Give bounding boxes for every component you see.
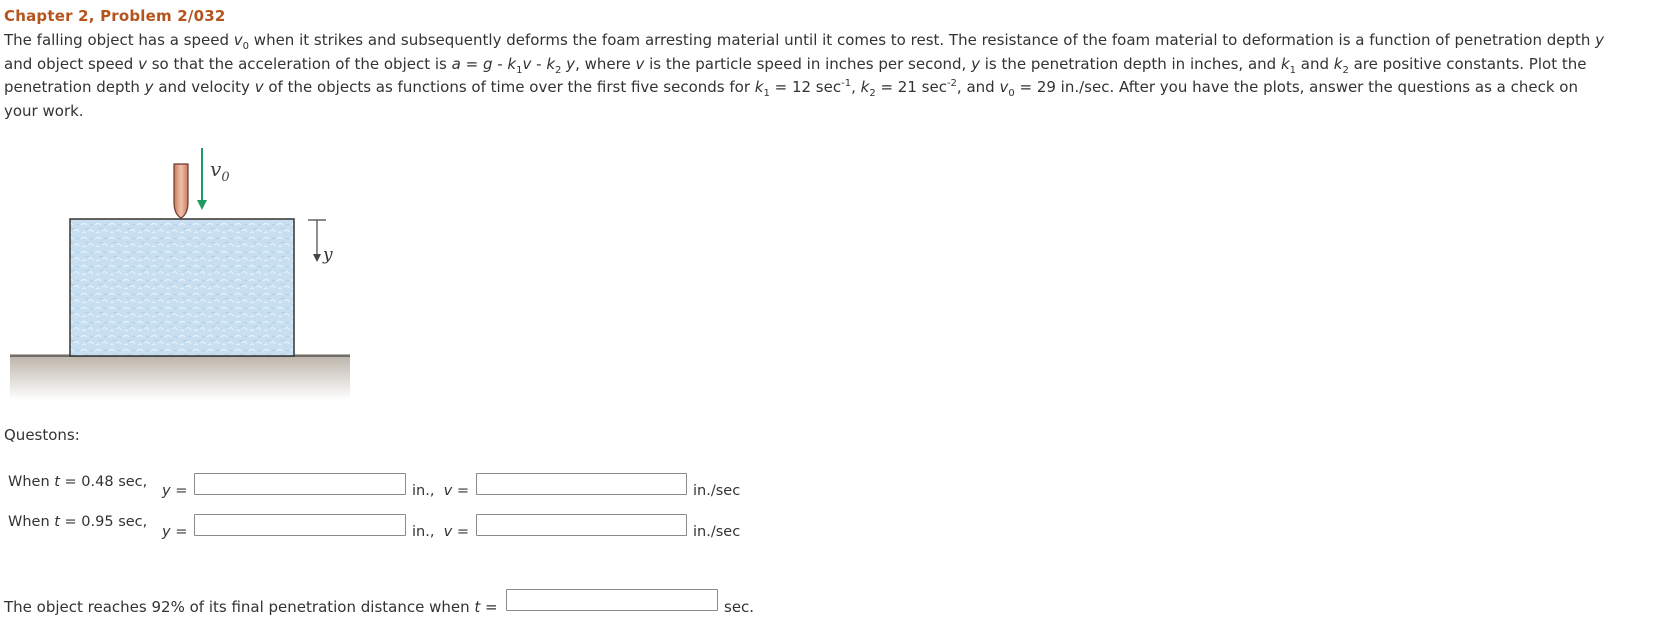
q1-v-unit: in./sec xyxy=(693,483,741,499)
q3-label: The object reaches 92% of its final penetration distance when t = xyxy=(4,598,498,616)
q3-t-input[interactable] xyxy=(506,589,718,611)
q1-y-unit: in., v = xyxy=(412,483,470,499)
q1-time-label: When t = 0.48 sec, xyxy=(8,474,148,490)
q2-v-unit: in./sec xyxy=(693,524,741,540)
v0-arrow-head xyxy=(197,200,207,210)
problem-title: Chapter 2, Problem 2/032 xyxy=(4,7,226,25)
problem-statement: The falling object has a speed $v_0$ when it strikes and subsequently deforms the foam arresting material until it comes to rest. The resistance of the foam material to deformation is a function of penetration depth y and object speed v so that the acceleration of the object is $a = g - k_1v - k_2$ y, where v is the particle speed in inches per second, y is the penetration depth in inches, and $k_1$ and $k_2$ are positive constants. Plot the penetration depth y and velocity v of the objects as functions of time over the first five seconds for $k_1 = 12$ $\sec^{-1}$, $k_2 = 21$ $\sec^{-2}$, and $v_0 = 29$ in./sec. After you have the plots, answer the questions as a check on your work. xyxy=(4,31,1605,120)
q1-y-label: y = xyxy=(162,483,188,499)
q1-v-input[interactable] xyxy=(476,473,687,495)
foam-arrest-figure xyxy=(10,138,350,400)
y-label: y xyxy=(323,245,333,265)
q1-y-input[interactable] xyxy=(194,473,406,495)
y-dim-arrow-head xyxy=(313,254,321,262)
q2-y-input[interactable] xyxy=(194,514,406,536)
q2-time-label: When t = 0.95 sec, xyxy=(8,514,148,530)
ground xyxy=(10,354,350,400)
questions-label: Questons: xyxy=(4,426,80,444)
figure-drawing xyxy=(10,138,350,400)
v0-label: $v_0$ xyxy=(210,157,230,185)
q2-y-label: y = xyxy=(162,524,188,540)
q2-y-unit: in., v = xyxy=(412,524,470,540)
foam-block xyxy=(70,219,294,356)
q3-unit: sec. xyxy=(724,598,755,616)
q2-v-input[interactable] xyxy=(476,514,687,536)
falling-object xyxy=(174,164,188,218)
